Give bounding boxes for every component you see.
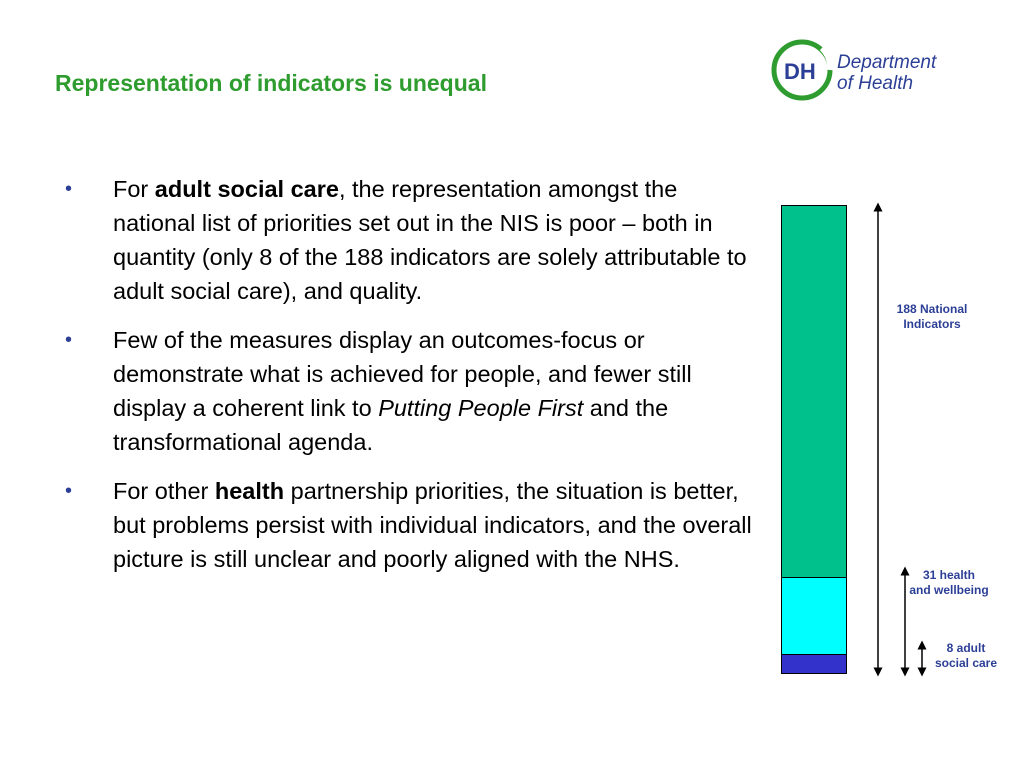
bullet-item: • For other health partnership priorities, the situation is better, but problems persist with individual indicators, and the overall picture is still unclear and poorly aligned with the NHS.	[65, 474, 755, 576]
bullet-emphasis: adult social care	[154, 176, 339, 202]
bullet-list	[65, 172, 755, 591]
arrows-layer	[770, 195, 1024, 685]
bullet-item: • Few of the measures display an outcomes-focus or demonstrate what is achieved for people, and fewer still display a coherent link to Putting People First and the transformational agenda.	[65, 323, 755, 459]
bullet-item: • For adult social care, the representation amongst the national list of priorities set out in the NIS is poor – both in quantity (only 8 of the 188 indicators are solely attributable to adult social care), and quality.	[65, 172, 755, 308]
logo-mark: DH	[784, 59, 816, 84]
bullet-icon: •	[65, 178, 73, 200]
bullet-emphasis: health	[214, 478, 285, 504]
logo-line-2: of Health	[837, 73, 914, 94]
label-health-wellbeing: 31 health and wellbeing	[909, 568, 989, 597]
slide-title: Representation of indicators is unequal	[55, 70, 487, 96]
label-adult-social-care: 8 adult social care	[934, 641, 998, 670]
bullet-icon: •	[65, 480, 73, 502]
bullet-italic: Putting People First	[378, 395, 584, 421]
logo-line-1: Department	[837, 52, 937, 73]
logo-wordmark	[837, 52, 936, 94]
bullet-icon: •	[65, 329, 73, 351]
label-national-indicators: 188 National Indicators	[896, 302, 968, 331]
indicator-bar-diagram	[770, 195, 1024, 685]
